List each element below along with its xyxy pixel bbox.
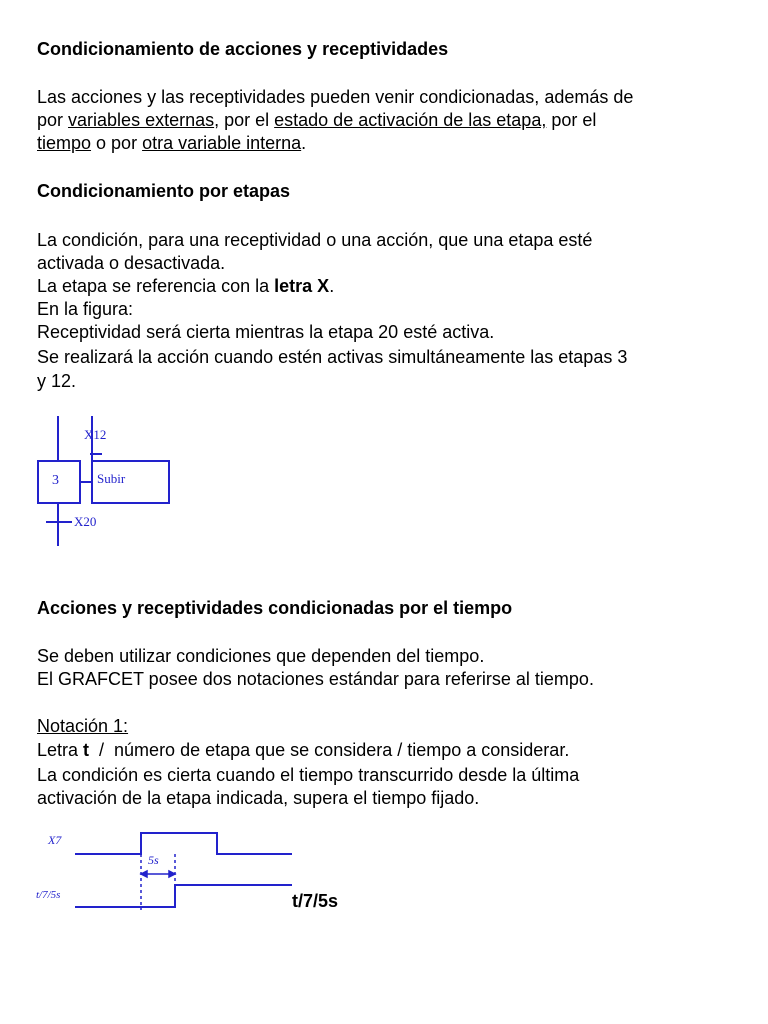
- section-heading-tiempo: Acciones y receptividades condicionadas por el tiempo: [37, 598, 513, 618]
- section-heading-condicionamiento: Condicionamiento de acciones y receptividades: [37, 39, 449, 59]
- paragraph-line: Las acciones y las receptividades pueden venir condicionadas, además de: [37, 87, 634, 107]
- grafcet-step-diagram: [30, 412, 180, 550]
- paragraph-line: activación de la etapa indicada, supera el tiempo fijado.: [37, 788, 480, 808]
- paragraph-line: Se deben utilizar condiciones que dependen del tiempo.: [37, 646, 485, 666]
- action-label: Subir: [97, 471, 126, 486]
- paragraph-line: La etapa se referencia con la letra X.: [37, 276, 335, 296]
- paragraph-line: y 12.: [37, 371, 77, 391]
- paragraph-line: En la figura:: [37, 299, 134, 319]
- signal-label-top: X7: [48, 833, 62, 847]
- condition-label-bottom: X20: [74, 514, 97, 529]
- underlined-term: tiempo: [37, 133, 92, 153]
- paragraph-line: por variables externas, por el estado de activación de las etapa, por el: [37, 110, 597, 130]
- paragraph-line: El GRAFCET posee dos notaciones estándar para referirse al tiempo.: [37, 669, 594, 689]
- paragraph-line: activada o desactivada.: [37, 253, 226, 273]
- underlined-term: estado de activación de las etapa,: [274, 110, 547, 130]
- paragraph-line: La condición es cierta cuando el tiempo transcurrido desde la última: [37, 765, 580, 785]
- paragraph-line: Receptividad será cierta mientras la etapa 20 esté activa.: [37, 322, 495, 342]
- section-heading-etapas: Condicionamiento por etapas: [37, 181, 291, 201]
- underlined-term: otra variable interna: [142, 133, 302, 153]
- condition-label-top: X12: [84, 427, 107, 442]
- underlined-term: variables externas: [68, 110, 215, 130]
- paragraph-line: Se realizará la acción cuando estén activas simultáneamente las etapas 3: [37, 347, 628, 367]
- paragraph-line: Letra t / número de etapa que se considera / tiempo a considerar.: [37, 740, 570, 760]
- step-number: 3: [52, 473, 59, 488]
- notation-label: Notación 1:: [37, 716, 129, 736]
- paragraph-line: tiempo o por otra variable interna.: [37, 133, 307, 153]
- signal-label-bottom: t/7/5s: [36, 889, 61, 901]
- paragraph-line: La condición, para una receptividad o una acción, que una etapa esté: [37, 230, 593, 250]
- time-notation-caption: t/7/5s: [292, 891, 339, 911]
- delay-label: 5s: [148, 853, 159, 867]
- timing-diagram: [30, 826, 300, 916]
